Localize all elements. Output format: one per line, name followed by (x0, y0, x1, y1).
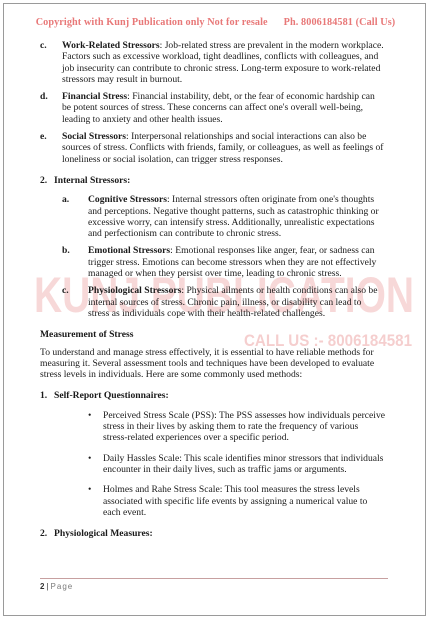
item-text: : Emotional responses like anger, fear, or sadness can trigger stress. Emotions can become stressors when they are not effectively managed or when they persist over time, leading to chronic stress. (88, 245, 377, 280)
bullet-dot: • (88, 484, 92, 496)
physiological-heading (40, 528, 385, 539)
watermark-title: KUNJ PUBLICATION (34, 267, 414, 323)
phone-number: Ph. 8006184581 (Call Us) (283, 17, 396, 28)
item-text: : Financial instability, debt, or the fear of economic hardship can be potent sources of stress. These concerns can affect one's overall well-being, leading to anxiety and other health issues. (62, 91, 375, 125)
bullet-dot: • (88, 409, 92, 421)
heading-number: 1. (40, 390, 48, 402)
heading-number: 2. (40, 528, 48, 540)
footer-divider (40, 578, 388, 579)
bullet-item (40, 484, 385, 518)
item-letter: c. (40, 40, 47, 51)
page-number: 2 (40, 582, 45, 591)
item-text: : Internal stressors often originate from one's thoughts and perceptions. Negative thought patterns, such as catastrophic thinking or excessive worry, can intensify stress. Additionally, unrealistic expectations and perfectionism can contribute to chronic stress. (88, 194, 379, 240)
measurement-intro: To understand and manage stress effectively, it is essential to have reliable methods for measuring it. Several assessment tools and techniques have been developed to evaluate stress levels in individuals. Here are some commonly used methods: (40, 346, 375, 381)
item-term: Financial Stress (62, 91, 128, 103)
copyright-notice: Copyright with Kunj Publication only Not for resale (35, 17, 268, 28)
page-label: Page (50, 582, 74, 591)
heading-text: Physiological Measures: (54, 528, 153, 540)
bullet-dot: • (88, 452, 92, 464)
item-term: Emotional Stressors (88, 245, 171, 257)
bullet-item (40, 410, 385, 444)
item-letter: b. (62, 245, 70, 257)
item-letter: d. (40, 91, 48, 103)
page-footer (40, 582, 73, 591)
heading-number: 2. (40, 174, 48, 186)
item-term: Cognitive Stressors (88, 194, 167, 206)
bullet-item (40, 453, 385, 476)
heading-text: Self-Report Questionnaires: (54, 390, 169, 402)
stress-type-item (40, 91, 385, 125)
internal-stressor-item (40, 194, 385, 239)
stress-type-item (40, 40, 385, 85)
footer-separator: | (46, 582, 49, 591)
bullet-text: Holmes and Rahe Stress Scale: This tool measures the stress levels associated with specific life events by assigning a numerical value to each event. (103, 484, 368, 518)
item-term: Social Stressors (62, 131, 127, 143)
stress-type-item (40, 131, 385, 165)
bullet-text: Daily Hassles Scale: This scale identifies minor stressors that individuals encounter in their daily lives, such as traffic jams or arguments. (103, 452, 384, 475)
internal-stressors-heading (40, 175, 385, 186)
item-text: : Job-related stress are prevalent in the modern workplace. Factors such as excessive workload, tight deadlines, conflicts with colleagues, and job insecurity can contribute to chronic stress. Long-term exposure to work-related stressors may result in burnout. (62, 40, 384, 85)
item-term: Work-Related Stressors (62, 40, 160, 51)
watermark-phone: CALL US :- 8006184581 (244, 331, 412, 350)
internal-stressor-item (40, 285, 385, 319)
self-report-heading (40, 390, 385, 401)
item-letter: a. (62, 194, 70, 206)
item-text: : Interpersonal relationships and social interactions can also be sources of stress. Conflicts with friends, family, or colleagues, as well as feelings of loneliness or social isolation, can trigger stress responses. (62, 131, 384, 165)
item-letter: e. (40, 131, 47, 143)
page-header (0, 17, 431, 28)
main-content (40, 40, 385, 547)
bullet-text: Perceived Stress Scale (PSS): The PSS assesses how individuals perceive stress in their lives by asking them to rate the frequency of various stress-related experiences over a specific period. (103, 409, 386, 444)
heading-text: Internal Stressors: (54, 174, 131, 186)
item-letter: c. (62, 285, 69, 297)
internal-stressor-item (40, 245, 385, 279)
item-term: Physiological Stressors (88, 285, 182, 297)
item-text: : Physical ailments or health conditions can also be internal sources of stress. Chronic pain, illness, or disability can lead to stress as individuals cope with their health-related challenges. (88, 285, 378, 319)
measurement-heading: Measurement of Stress (40, 329, 134, 341)
